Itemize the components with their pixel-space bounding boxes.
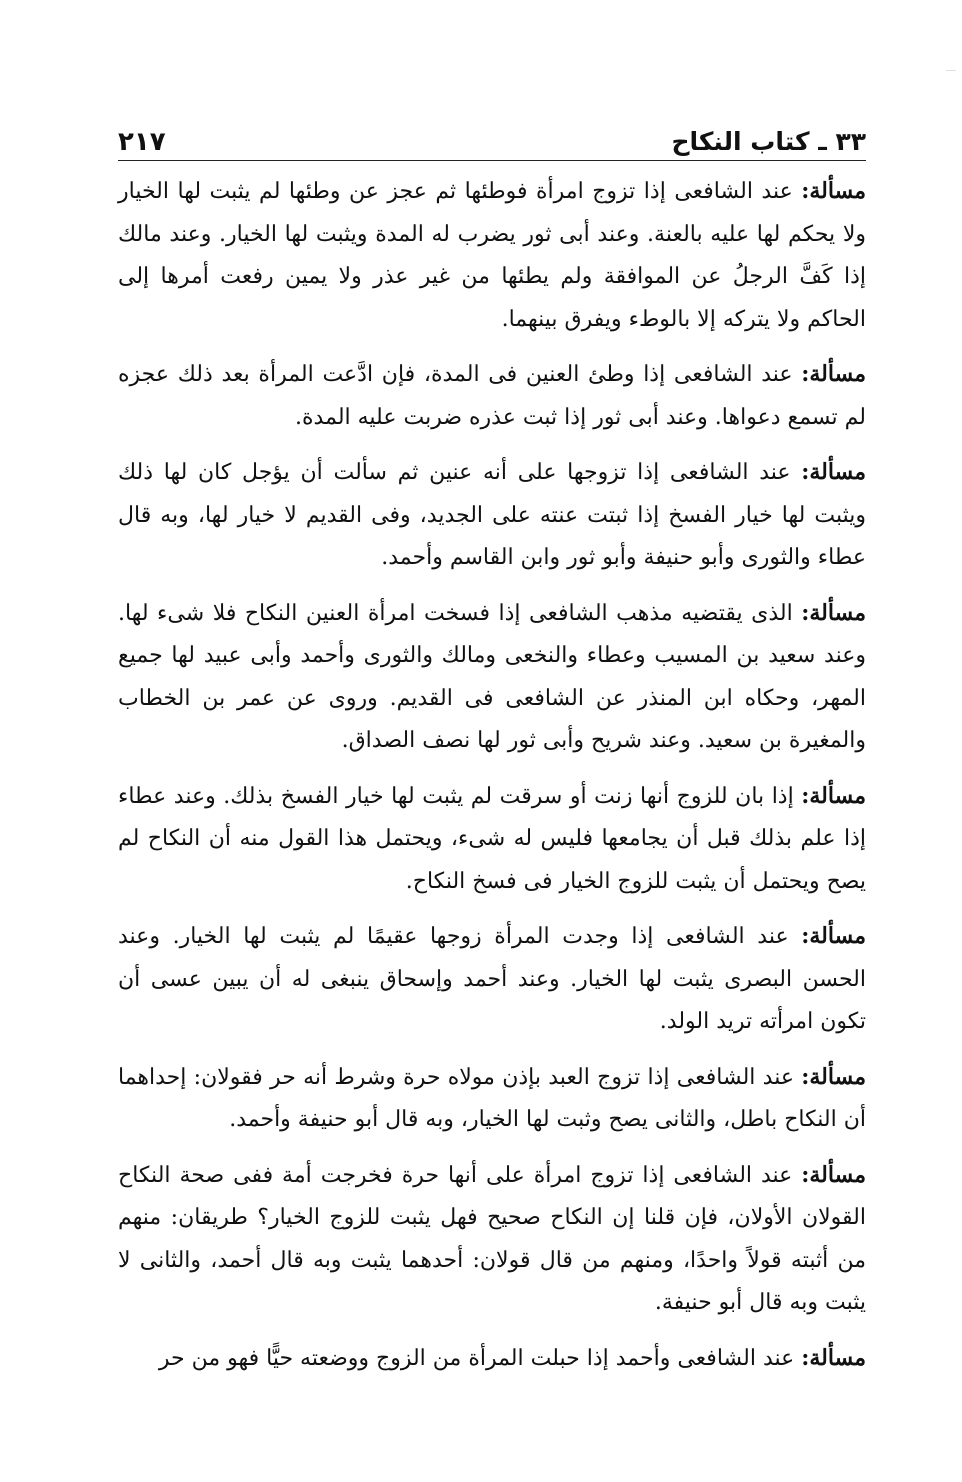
header-rule bbox=[118, 160, 866, 161]
paragraph-text: إذا بان للزوج أنها زنت أو سرقت لم يثبت لها خيار الفسخ بذلك. وعند عطاء إذا علم بذلك قبل أن يجامعها فليس له شىء، ويحتمل هذا القول منه أن النكاح لم يصح ويحتمل أن يثبت للزوج الخيار فى فسخ النكاح. bbox=[118, 783, 866, 894]
paragraph bbox=[118, 1154, 866, 1325]
paragraph-text: عند الشافعى إذا تزوجها على أنه عنين ثم سألت أن يؤجل كان لها ذلك ويثبت لها خيار الفسخ إذا ثبتت عنته على الجديد، وفى القديم لا خيار لها، وبه قال عطاء والثورى وأبو حنيفة وأبو ثور وابن القاسم وأحمد. bbox=[118, 460, 866, 570]
paragraph bbox=[118, 592, 866, 763]
paragraph-text: عند الشافعى إذا تزوج العبد بإذن مولاه حرة وشرط أنه حر فقولان: إحداهما أن النكاح باطل، والثانى يصح وثبت لها الخيار، وبه قال أبو حنيفة وأحمد. bbox=[118, 1064, 866, 1132]
paragraph bbox=[118, 915, 866, 1044]
paragraph-label: مسألة: bbox=[801, 361, 866, 387]
paragraph bbox=[118, 1056, 866, 1142]
paragraph-label: مسألة: bbox=[801, 459, 866, 485]
paragraph-text: عند الشافعى إذا وطئ العنين فى المدة، فإن ادَّعت المرأة بعد ذلك عجزه لم تسمع دعواها. وعند أبى ثور إذا ثبت عذره ضربت عليه المدة. bbox=[118, 362, 866, 430]
paragraph-text: عند الشافعى إذا تزوج امرأة على أنها حرة فخرجت أمة ففى صحة النكاح القولان الأولان، فإن قلنا إن النكاح صحيح فهل يثبت للزوج الخيار؟ طريقان: منهم من أثبته قولاً واحدًا، ومنهم من قال قولان: أحدهما يثبت وبه قال أحمد، والثانى لا يثبت وبه قال أبو حنيفة. bbox=[118, 1162, 866, 1315]
paragraph-label: مسألة: bbox=[801, 782, 866, 809]
paragraph bbox=[118, 170, 866, 341]
paragraph-label: مسألة: bbox=[801, 178, 866, 204]
paragraph-label: مسألة: bbox=[801, 1161, 866, 1188]
paragraph-text: الذى يقتضيه مذهب الشافعى إذا فسخت امرأة العنين النكاح فلا شىء لها. وعند سعيد بن المسيب وعطاء والنخعى ومالك والثورى وأحمد وأبى عبيد لها جميع المهر، وحكاه ابن المنذر عن الشافعى فى القديم. وروى عن عمر بن الخطاب والمغيرة بن سعيد. وعند شريح وأبى ثور لها نصف الصداق. bbox=[118, 600, 866, 753]
paragraph-text: عند الشافعى إذا وجدت المرأة زوجها عقيمًا لم يثبت لها الخيار. وعند الحسن البصرى يثبت لها الخيار. وعند أحمد وإسحاق ينبغى له أن يبين عسى أن تكون امرأته تريد الولد. bbox=[118, 924, 866, 1034]
running-title: ٣٣ ـ كتاب النكاح bbox=[671, 127, 866, 156]
paragraph bbox=[118, 451, 866, 580]
page-body bbox=[118, 170, 866, 1392]
paragraph-label: مسألة: bbox=[801, 1063, 866, 1090]
paragraph-label: مسألة: bbox=[801, 599, 866, 626]
paragraph bbox=[118, 353, 866, 439]
page-header bbox=[118, 118, 866, 158]
paragraph-text: عند الشافعى وأحمد إذا حبلت المرأة من الزوج ووضعته حيًّا فهو من حر bbox=[158, 1345, 802, 1371]
paragraph bbox=[118, 775, 866, 904]
paragraph bbox=[118, 1337, 866, 1381]
page-number: ٢١٧ bbox=[118, 127, 166, 157]
scan-mark bbox=[946, 70, 956, 71]
paragraph-label: مسألة: bbox=[801, 923, 866, 949]
paragraph-label: مسألة: bbox=[801, 1344, 866, 1371]
paragraph-text: عند الشافعى إذا تزوج امرأة فوطئها ثم عجز عن وطئها لم يثبت لها الخيار ولا يحكم لها عليه بالعنة. وعند أبى ثور يضرب له المدة ويثبت لها الخيار. وعند مالك إذا كَفَّ الرجلُ عن الموافقة ولم يطئها من غير عذر ولا يمين رفعت أمرها إلى الحاكم ولا يتركه إلا بالوطء ويفرق بينهما. bbox=[118, 179, 866, 332]
